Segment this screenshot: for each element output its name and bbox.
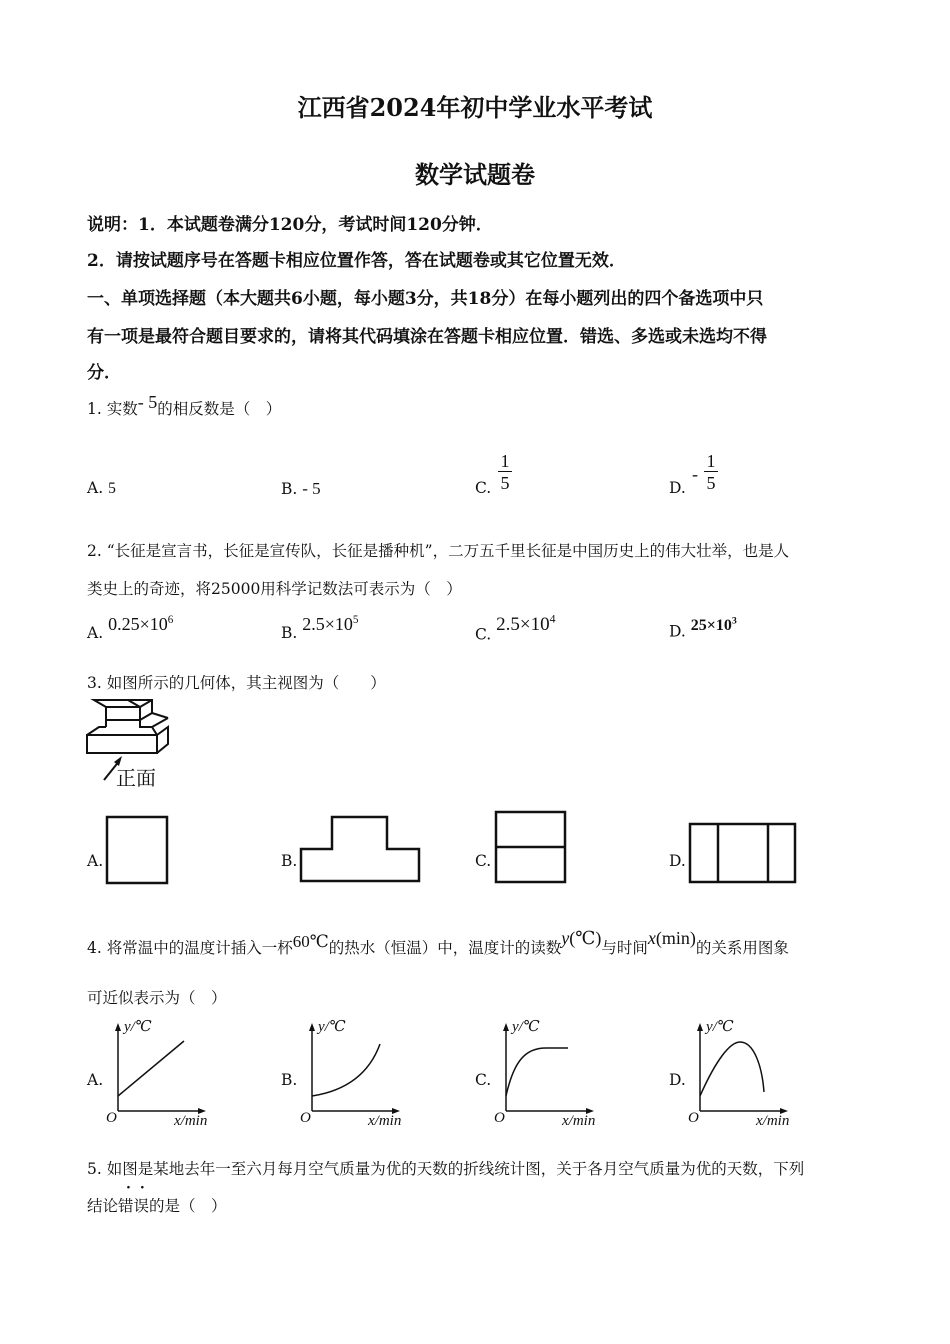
q3-option-c-figure xyxy=(493,809,569,885)
section-heading-line-2: 有一项是最符合题目要求的，请将其代码填涂在答题卡相应位置．错选、多选或未选均不得 xyxy=(87,327,767,347)
q2-option-b-base: 2.5×10 xyxy=(302,614,353,634)
q2-option-b-label: B. xyxy=(281,624,298,642)
q2-option-c-exp: 4 xyxy=(549,613,556,626)
q2-option-a-label: A. xyxy=(87,624,104,642)
q4-option-a-label[interactable]: A. xyxy=(87,1071,104,1089)
q5-stem-emphasis: 错误 xyxy=(118,1197,150,1215)
q3-option-a-figure xyxy=(104,814,168,884)
q3-front-label: 正面 xyxy=(116,766,156,790)
q4-option-a-xlabel: x/min xyxy=(174,1113,208,1129)
exam-title: 江西省2024年初中学业水平考试 xyxy=(297,93,653,122)
q1-option-b[interactable] xyxy=(281,479,321,499)
q1-option-a[interactable] xyxy=(87,479,116,498)
q1-stem-math: - 5 xyxy=(137,392,158,412)
q4-stem-xunit: (min) xyxy=(655,928,696,948)
q4-option-d-ylabel: y/℃ xyxy=(706,1019,734,1035)
q3-option-b-label[interactable]: B. xyxy=(281,852,298,870)
q4-option-b-origin: O xyxy=(300,1110,311,1126)
q2-option-a[interactable] xyxy=(87,614,174,643)
q2-stem-line-2: 类史上的奇迹，将25000用科学记数法可表示为（ ） xyxy=(87,580,462,598)
q3-option-c-label[interactable]: C. xyxy=(475,852,492,870)
q5-emphasis-dots: ·· xyxy=(126,1180,154,1196)
q4-option-a-graph xyxy=(100,1020,210,1120)
q2-option-c[interactable] xyxy=(475,613,556,645)
q4-option-d-xlabel: x/min xyxy=(756,1113,790,1129)
q4-stem-part-2: 的热水（恒温）中，温度计的读数 xyxy=(328,939,562,957)
q4-option-b-label[interactable]: B. xyxy=(281,1071,298,1089)
q1-option-d-numerator: 1 xyxy=(706,451,716,471)
instruction-line-2: 2．请按试题序号在答题卡相应位置作答，答在试题卷或其它位置无效． xyxy=(87,251,626,271)
q4-stem-part-1: 4. 将常温中的温度计插入一杯 xyxy=(87,939,293,957)
q1-option-c-numerator: 1 xyxy=(500,451,510,471)
q4-stem-part-4: 的关系用图象 xyxy=(695,939,789,957)
q1-option-a-label: A. xyxy=(87,479,104,497)
q4-option-c-ylabel: y/℃ xyxy=(512,1019,540,1035)
q1-stem-suffix: 的相反数是（ ） xyxy=(157,400,282,418)
q4-stem-line-2: 可近似表示为（ ） xyxy=(87,989,227,1007)
q5-stem-line-1: 5. 如图是某地去年一至六月每月空气质量为优的天数的折线统计图，关于各月空气质量为优的天数，下列 xyxy=(87,1160,805,1178)
q4-option-a-origin: O xyxy=(106,1110,117,1126)
q4-option-a-ylabel: y/℃ xyxy=(124,1019,152,1035)
q2-option-c-base: 2.5×10 xyxy=(496,614,550,636)
q1-option-d-sign: - xyxy=(692,464,698,484)
instruction-line-1: 说明：1．本试题卷满分120分，考试时间120分钟． xyxy=(87,215,493,235)
q1-option-c-denominator: 5 xyxy=(500,473,510,493)
q4-option-b-ylabel: y/℃ xyxy=(318,1019,346,1035)
q1-option-c-fraction xyxy=(495,451,515,494)
section-heading-line-3: 分． xyxy=(87,363,121,383)
exam-subtitle: 数学试题卷 xyxy=(415,160,535,189)
q4-stem-part-3: 与时间 xyxy=(601,939,648,957)
q4-option-d-label[interactable]: D. xyxy=(669,1071,686,1089)
q3-option-a-label[interactable]: A. xyxy=(87,852,104,870)
q1-option-b-label: B. xyxy=(281,480,298,498)
q4-option-c-graph xyxy=(488,1020,598,1120)
q5-stem-line-2 xyxy=(87,1194,227,1216)
q2-option-d[interactable] xyxy=(669,616,737,641)
q2-option-c-label: C. xyxy=(475,625,492,644)
q4-option-c-origin: O xyxy=(494,1110,505,1126)
q4-option-b-xlabel: x/min xyxy=(368,1113,402,1129)
q2-option-a-exp: 6 xyxy=(167,614,174,626)
q2-option-b-exp: 5 xyxy=(352,614,359,626)
q3-stem: 3. 如图所示的几何体，其主视图为（ ） xyxy=(87,674,386,692)
q4-stem-yvar: y xyxy=(561,928,570,948)
q1-option-b-value: - 5 xyxy=(302,479,321,498)
q1-stem xyxy=(87,392,282,419)
q1-option-a-value: 5 xyxy=(108,480,116,497)
q1-option-c-label[interactable]: C. xyxy=(475,479,492,497)
q4-stem-temp: 60℃ xyxy=(292,932,329,951)
q3-option-b-figure xyxy=(299,813,423,885)
q2-option-b[interactable] xyxy=(281,614,359,643)
q3-option-d-figure xyxy=(687,821,799,885)
q2-option-d-base: 25×10 xyxy=(690,617,732,635)
q4-option-c-xlabel: x/min xyxy=(562,1113,596,1129)
q1-stem-prefix: 1. 实数 xyxy=(87,400,138,418)
q3-option-d-label[interactable]: D. xyxy=(669,852,686,870)
q4-stem-xvar: x xyxy=(647,928,656,948)
q4-stem-yunit: (℃) xyxy=(569,928,602,948)
q2-stem-line-1: 2. “长征是宣言书，长征是宣传队，长征是播种机”，二万五千里长征是中国历史上的伟大壮举，也是人 xyxy=(87,542,790,560)
q2-option-d-exp: 3 xyxy=(731,616,737,627)
q4-option-c-label[interactable]: C. xyxy=(475,1071,492,1089)
section-heading-line-1: 一、单项选择题（本大题共6小题，每小题3分，共18分）在每小题列出的四个备选项中只 xyxy=(87,289,764,309)
q1-option-d-fraction xyxy=(701,451,721,494)
q2-option-d-label: D. xyxy=(669,622,686,641)
q1-option-d-denominator: 5 xyxy=(706,473,716,493)
q1-option-d-label[interactable]: D. xyxy=(669,479,686,497)
q2-option-a-base: 0.25×10 xyxy=(108,614,168,634)
q4-option-b-graph xyxy=(294,1020,404,1120)
q4-option-d-graph xyxy=(682,1020,792,1120)
q4-stem-line-1 xyxy=(87,928,789,958)
q5-stem-pre: 结论 xyxy=(87,1197,119,1215)
q5-stem-post: 的是（ ） xyxy=(149,1197,227,1215)
q4-option-d-origin: O xyxy=(688,1110,699,1126)
